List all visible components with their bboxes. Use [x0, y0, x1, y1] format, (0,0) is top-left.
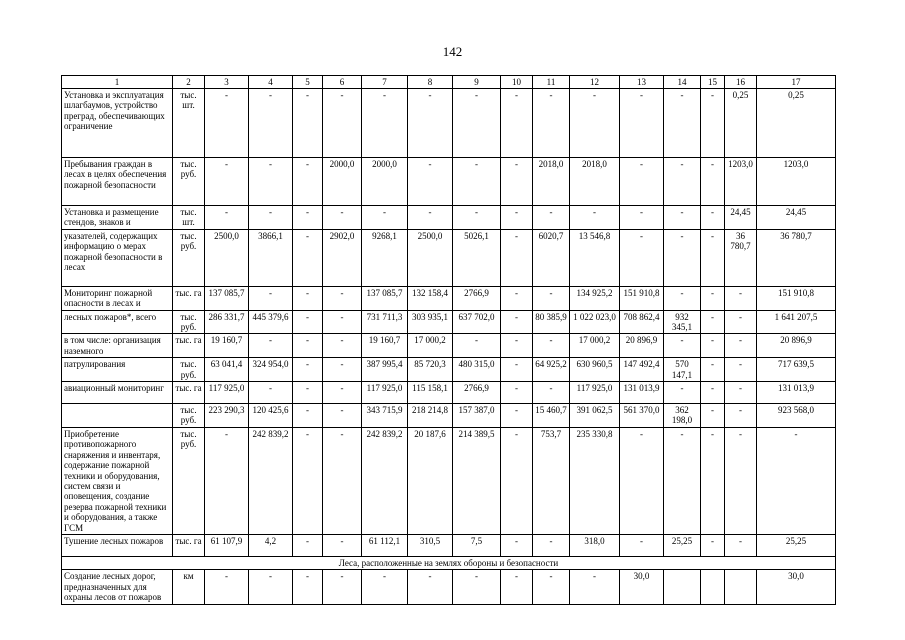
table-cell: 2018,0	[533, 158, 570, 206]
table-cell: 117 925,0	[570, 382, 620, 404]
page-number: 142	[442, 44, 463, 59]
table-cell: -	[293, 404, 323, 428]
table-cell: 80 385,9	[533, 310, 570, 334]
table-cell: 2766,9	[453, 286, 501, 310]
table-cell: 2766,9	[453, 382, 501, 404]
table-cell: 318,0	[570, 534, 620, 556]
table-cell: 20 896,9	[620, 334, 664, 358]
table-cell: -	[293, 570, 323, 604]
table-cell: 131 013,9	[620, 382, 664, 404]
table-row	[62, 382, 836, 404]
header-row	[62, 76, 836, 89]
table-cell: 2500,0	[408, 229, 453, 286]
row-label-cell: Тушение лесных пожаров	[62, 534, 173, 556]
table-cell: 25,25	[757, 534, 836, 556]
table-cell: -	[205, 206, 249, 230]
table-cell: -	[620, 229, 664, 286]
table-cell: -	[293, 382, 323, 404]
table-cell: 731 711,3	[362, 310, 408, 334]
table-cell: 5026,1	[453, 229, 501, 286]
table-cell: -	[293, 427, 323, 534]
table-row	[62, 310, 836, 334]
table-row	[62, 334, 836, 358]
table-cell: км	[173, 570, 205, 604]
table-cell: 9268,1	[362, 229, 408, 286]
table-cell: 753,7	[533, 427, 570, 534]
row-label-cell: указателей, содержащих информацию о мерах пожарной безопасности в лесах	[62, 229, 173, 286]
table-cell: 235 330,8	[570, 427, 620, 534]
table-cell: тыс. руб.	[173, 427, 205, 534]
table-row	[62, 229, 836, 286]
table-cell: 242 839,2	[249, 427, 293, 534]
row-label-cell: лесных пожаров*, всего	[62, 310, 173, 334]
table-row	[62, 427, 836, 534]
table-cell: -	[249, 286, 293, 310]
table-cell: -	[701, 382, 725, 404]
column-header: 1	[62, 76, 173, 89]
table-cell: 343 715,9	[362, 404, 408, 428]
table-cell: 214 389,5	[453, 427, 501, 534]
table-cell: -	[701, 334, 725, 358]
column-header: 3	[205, 76, 249, 89]
table-cell: -	[570, 89, 620, 158]
table-cell: тыс. га	[173, 534, 205, 556]
table-cell: 147 492,4	[620, 358, 664, 382]
table-cell: 120 425,6	[249, 404, 293, 428]
table-cell: 303 935,1	[408, 310, 453, 334]
table-cell: -	[570, 206, 620, 230]
table-cell: -	[533, 382, 570, 404]
table-cell: -	[620, 158, 664, 206]
table-cell: 2902,0	[323, 229, 362, 286]
table-cell: -	[664, 334, 701, 358]
table-cell: -	[323, 286, 362, 310]
table-cell: -	[323, 382, 362, 404]
table-cell: -	[249, 570, 293, 604]
table-cell: тыс. руб.	[173, 310, 205, 334]
table-cell: 115 158,1	[408, 382, 453, 404]
table-cell: -	[620, 206, 664, 230]
table-cell: -	[408, 570, 453, 604]
table-cell: 242 839,2	[362, 427, 408, 534]
table-cell: -	[725, 334, 757, 358]
table-cell: -	[362, 206, 408, 230]
table-cell: 1 641 207,5	[757, 310, 836, 334]
table-cell: -	[501, 570, 533, 604]
table-cell: -	[408, 89, 453, 158]
column-header: 5	[293, 76, 323, 89]
table-cell: 137 085,7	[205, 286, 249, 310]
table-cell	[664, 570, 701, 604]
table-cell: 36 780,7	[725, 229, 757, 286]
table-cell: -	[362, 570, 408, 604]
table-cell: 387 995,4	[362, 358, 408, 382]
table-cell: 13 546,8	[570, 229, 620, 286]
table-cell: 1 022 023,0	[570, 310, 620, 334]
table-cell: 923 568,0	[757, 404, 836, 428]
column-header: 4	[249, 76, 293, 89]
table-cell: -	[501, 310, 533, 334]
table-cell: -	[205, 570, 249, 604]
column-header: 17	[757, 76, 836, 89]
table-cell: тыс. шт.	[173, 206, 205, 230]
table-cell: 20 896,9	[757, 334, 836, 358]
table-cell: -	[501, 427, 533, 534]
table-row	[62, 570, 836, 604]
table-cell: 286 331,7	[205, 310, 249, 334]
table-cell: -	[757, 427, 836, 534]
table-cell: 480 315,0	[453, 358, 501, 382]
table-cell: -	[323, 310, 362, 334]
table-cell: 15 460,7	[533, 404, 570, 428]
table-cell: тыс. руб.	[173, 158, 205, 206]
table-cell: -	[501, 358, 533, 382]
column-header: 11	[533, 76, 570, 89]
row-label-cell: Приобретение противопожарного снаряжения и инвентаря, содержание пожарной техники и оборудования, систем связи и оповещения, создание резерва пожарной техники и оборудования, а также ГСМ	[62, 427, 173, 534]
table-cell: 708 862,4	[620, 310, 664, 334]
table-cell: -	[453, 158, 501, 206]
table-cell: -	[701, 158, 725, 206]
table-cell: -	[453, 89, 501, 158]
table-cell: -	[362, 89, 408, 158]
table-cell: тыс. руб.	[173, 404, 205, 428]
table-cell: 30,0	[620, 570, 664, 604]
table-cell: -	[408, 206, 453, 230]
table-cell: тыс. шт.	[173, 89, 205, 158]
table-cell: 25,25	[664, 534, 701, 556]
table-cell: 0,25	[757, 89, 836, 158]
table-cell: 570 147,1	[664, 358, 701, 382]
table-cell: -	[293, 358, 323, 382]
table-cell: 310,5	[408, 534, 453, 556]
table-cell: -	[249, 334, 293, 358]
column-header: 8	[408, 76, 453, 89]
row-label-cell: патрулирования	[62, 358, 173, 382]
table-cell: -	[249, 382, 293, 404]
table-cell: -	[664, 427, 701, 534]
table-cell: -	[249, 89, 293, 158]
table-cell: 19 160,7	[362, 334, 408, 358]
table-cell: -	[323, 570, 362, 604]
table-cell: -	[501, 534, 533, 556]
table-cell: 17 000,2	[408, 334, 453, 358]
table-cell: -	[408, 158, 453, 206]
table-cell: 2500,0	[205, 229, 249, 286]
row-label-cell: Установка и размещение стендов, знаков и	[62, 206, 173, 230]
column-header: 9	[453, 76, 501, 89]
table-cell: 117 925,0	[205, 382, 249, 404]
table-row	[62, 404, 836, 428]
row-label-cell: Пребывания граждан в лесах в целях обеспечения пожарной безопасности	[62, 158, 173, 206]
table-cell: -	[323, 427, 362, 534]
table-cell: 61 112,1	[362, 534, 408, 556]
table-cell: -	[293, 310, 323, 334]
table-cell: -	[501, 206, 533, 230]
table-cell: -	[501, 229, 533, 286]
column-header: 12	[570, 76, 620, 89]
table-cell: -	[664, 382, 701, 404]
table-cell: -	[664, 229, 701, 286]
table-cell: 932 345,1	[664, 310, 701, 334]
table-cell: -	[323, 358, 362, 382]
table-cell: -	[323, 534, 362, 556]
table-cell: -	[249, 206, 293, 230]
table-cell: 24,45	[757, 206, 836, 230]
table-cell: 19 160,7	[205, 334, 249, 358]
table-cell: тыс. га	[173, 334, 205, 358]
row-label-cell: Установка и эксплуатация шлагбаумов, устройство преград, обеспечивающих ограничение	[62, 89, 173, 158]
table-cell: -	[701, 206, 725, 230]
table-cell: -	[701, 404, 725, 428]
table-row	[62, 158, 836, 206]
table-cell: 2018,0	[570, 158, 620, 206]
table-cell: тыс. га	[173, 382, 205, 404]
table-cell: -	[293, 158, 323, 206]
table-cell: тыс. руб.	[173, 358, 205, 382]
table-cell: -	[501, 158, 533, 206]
table-cell: -	[533, 206, 570, 230]
row-label-cell: Создание лесных дорог, предназначенных для охраны лесов от пожаров	[62, 570, 173, 604]
table-cell: -	[501, 334, 533, 358]
table-cell: 391 062,5	[570, 404, 620, 428]
table-cell: 134 925,2	[570, 286, 620, 310]
table-cell: -	[533, 534, 570, 556]
table-cell: тыс. га	[173, 286, 205, 310]
table-cell: -	[664, 286, 701, 310]
table-cell: 324 954,0	[249, 358, 293, 382]
table-cell: -	[293, 229, 323, 286]
table-cell: -	[701, 534, 725, 556]
row-label-cell: Мониторинг пожарной опасности в лесах и	[62, 286, 173, 310]
table-cell: -	[725, 382, 757, 404]
table-cell: -	[725, 534, 757, 556]
table-cell: -	[501, 89, 533, 158]
table-row	[62, 89, 836, 158]
table-cell: 20 187,6	[408, 427, 453, 534]
table-cell: -	[725, 358, 757, 382]
table-cell: -	[620, 89, 664, 158]
table-cell: -	[664, 158, 701, 206]
table-cell: 63 041,4	[205, 358, 249, 382]
table-cell: -	[205, 158, 249, 206]
table-cell: тыс. руб.	[173, 229, 205, 286]
table-cell: -	[293, 89, 323, 158]
table-cell: 2000,0	[362, 158, 408, 206]
column-header: 7	[362, 76, 408, 89]
table-cell: 64 925,2	[533, 358, 570, 382]
table-cell: -	[701, 427, 725, 534]
table-cell: -	[205, 427, 249, 534]
table-row	[62, 534, 836, 556]
column-header: 13	[620, 76, 664, 89]
table-cell: -	[664, 206, 701, 230]
table-cell: -	[725, 286, 757, 310]
table-cell: -	[533, 570, 570, 604]
section-title: Леса, расположенные на землях обороны и безопасности	[62, 556, 836, 569]
table-cell: -	[725, 427, 757, 534]
table-cell: -	[293, 534, 323, 556]
table-cell: -	[533, 334, 570, 358]
column-header: 6	[323, 76, 362, 89]
table-cell: 4,2	[249, 534, 293, 556]
table-cell: 717 639,5	[757, 358, 836, 382]
column-header: 2	[173, 76, 205, 89]
table-cell: 151 910,8	[757, 286, 836, 310]
table-cell: -	[620, 534, 664, 556]
table-cell: 1203,0	[757, 158, 836, 206]
table-cell: -	[453, 206, 501, 230]
table-cell: -	[533, 89, 570, 158]
table-cell: 445 379,6	[249, 310, 293, 334]
row-label-cell: авиационный мониторинг	[62, 382, 173, 404]
table-cell: 7,5	[453, 534, 501, 556]
table-cell: -	[249, 158, 293, 206]
column-header: 16	[725, 76, 757, 89]
table-cell: 85 720,3	[408, 358, 453, 382]
table-cell: -	[501, 286, 533, 310]
table-cell	[725, 570, 757, 604]
column-header: 14	[664, 76, 701, 89]
table-cell: -	[725, 404, 757, 428]
table-cell: -	[323, 206, 362, 230]
row-label-cell	[62, 404, 173, 428]
table-cell: -	[293, 286, 323, 310]
data-table	[61, 75, 836, 605]
table-cell: -	[323, 334, 362, 358]
table-cell: -	[323, 89, 362, 158]
table-row	[62, 358, 836, 382]
table-cell: -	[323, 404, 362, 428]
row-label-cell: в том числе: организация наземного	[62, 334, 173, 358]
table-cell: -	[453, 570, 501, 604]
table-cell: 1203,0	[725, 158, 757, 206]
table-cell: 637 702,0	[453, 310, 501, 334]
table-cell: -	[701, 310, 725, 334]
table-row	[62, 206, 836, 230]
table-cell: 362 198,0	[664, 404, 701, 428]
table-cell: 24,45	[725, 206, 757, 230]
table-cell: -	[620, 427, 664, 534]
table-cell: 117 925,0	[362, 382, 408, 404]
table-cell: 17 000,2	[570, 334, 620, 358]
table-cell: -	[501, 382, 533, 404]
table-cell: -	[453, 334, 501, 358]
table-cell: 3866,1	[249, 229, 293, 286]
table-cell: -	[701, 89, 725, 158]
table-cell: 157 387,0	[453, 404, 501, 428]
table-cell: 30,0	[757, 570, 836, 604]
table-cell: 36 780,7	[757, 229, 836, 286]
table-cell: -	[533, 286, 570, 310]
table-cell: -	[701, 229, 725, 286]
table-cell: -	[293, 206, 323, 230]
table-cell: 561 370,0	[620, 404, 664, 428]
table-row	[62, 286, 836, 310]
table-cell: -	[501, 404, 533, 428]
table-cell: -	[664, 89, 701, 158]
table-cell: 6020,7	[533, 229, 570, 286]
column-header: 15	[701, 76, 725, 89]
table-cell: 151 910,8	[620, 286, 664, 310]
table-cell: -	[701, 358, 725, 382]
table-cell: 132 158,4	[408, 286, 453, 310]
table-cell: 137 085,7	[362, 286, 408, 310]
table-cell: 630 960,5	[570, 358, 620, 382]
table-cell: -	[570, 570, 620, 604]
column-header: 10	[501, 76, 533, 89]
section-row	[62, 556, 836, 569]
table-cell: 2000,0	[323, 158, 362, 206]
table-cell: -	[293, 334, 323, 358]
table-cell: 61 107,9	[205, 534, 249, 556]
table-cell: 218 214,8	[408, 404, 453, 428]
table-cell: 223 290,3	[205, 404, 249, 428]
table-cell: 131 013,9	[757, 382, 836, 404]
table-cell: -	[701, 286, 725, 310]
table-cell: -	[725, 310, 757, 334]
table-cell: -	[205, 89, 249, 158]
table-cell	[701, 570, 725, 604]
table-cell: 0,25	[725, 89, 757, 158]
